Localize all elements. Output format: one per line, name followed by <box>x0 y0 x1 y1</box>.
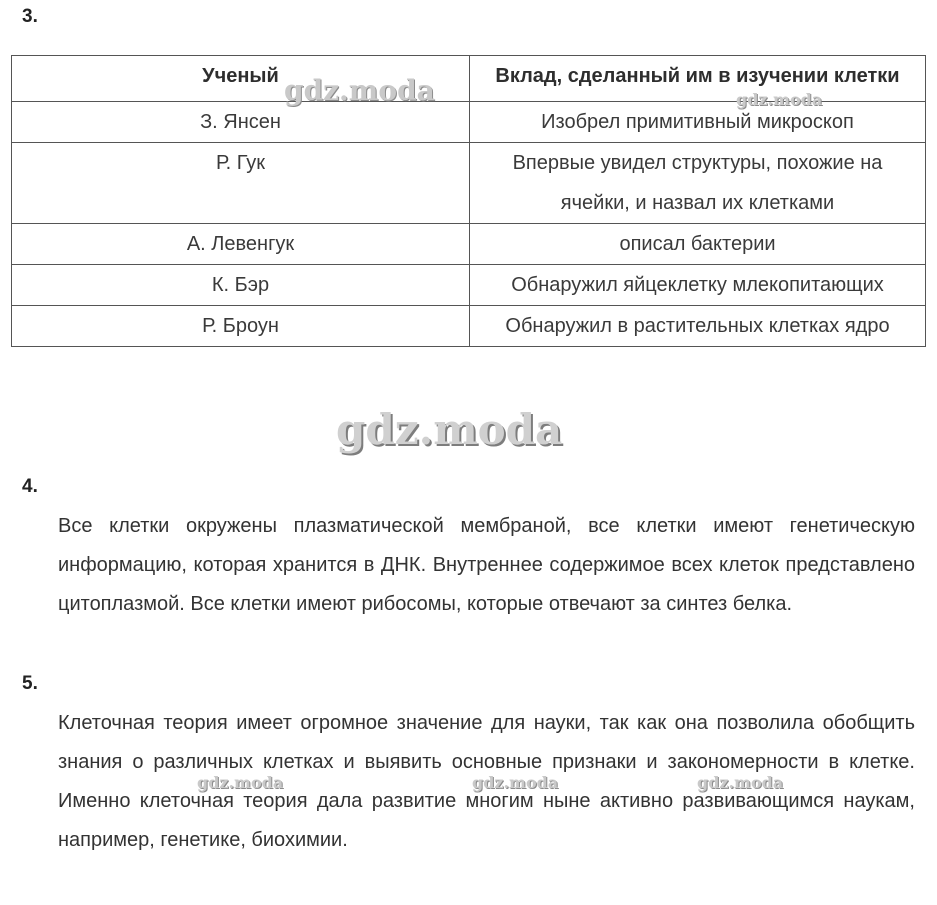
watermark: gdz.moda <box>336 405 563 454</box>
watermark: gdz.moda <box>697 773 784 792</box>
scientist-name: З. Янсен <box>12 102 470 143</box>
scientist-name: К. Бэр <box>12 265 470 306</box>
scientist-name: Р. Броун <box>12 306 470 347</box>
scientists-table <box>11 55 926 347</box>
table-header-row <box>12 56 926 102</box>
section-4-paragraph: Все клетки окружены плазматической мембраной, все клетки имеют генетическую информацию, которая хранится в ДНК. Внутреннее содержимое всех клеток представлено цитоплазмой. Все клетки имеют рибосомы, которые отвечают за синтез белка. <box>58 515 915 615</box>
watermark: gdz.moda <box>197 773 284 792</box>
contribution: описал бактерии <box>470 224 926 265</box>
table-row <box>12 306 926 347</box>
table-row <box>12 265 926 306</box>
table-row <box>12 143 926 224</box>
contribution: Изобрел примитивный микроскоп <box>470 102 926 143</box>
contribution: Обнаружил яйцеклетку млекопитающих <box>470 265 926 306</box>
scientist-name: Р. Гук <box>12 143 470 224</box>
section-5-paragraph: Клеточная теория имеет огромное значение для науки, так как она позволила обобщить знания о различных клетках и выявить основные признаки и закономерности в клетке. Именно клеточная теория дала развитие многим ныне активно развивающимся наукам, например, генетике, биохимии. <box>58 712 915 851</box>
contribution: Впервые увидел структуры, похожие на ячейки, и назвал их клетками <box>470 143 926 224</box>
header-contribution: Вклад, сделанный им в изучении клетки <box>470 56 926 102</box>
table-row <box>12 224 926 265</box>
watermark: gdz.moda <box>472 773 559 792</box>
section-4-number: 4. <box>22 476 38 497</box>
section-3-number: 3. <box>22 6 38 27</box>
section-5-number: 5. <box>22 673 38 694</box>
watermark: gdz.moda <box>736 90 823 109</box>
table-row <box>12 102 926 143</box>
watermark: gdz.moda <box>284 74 435 107</box>
scientist-name: А. Левенгук <box>12 224 470 265</box>
contribution: Обнаружил в растительных клетках ядро <box>470 306 926 347</box>
header-scientist: Ученый <box>12 56 470 102</box>
